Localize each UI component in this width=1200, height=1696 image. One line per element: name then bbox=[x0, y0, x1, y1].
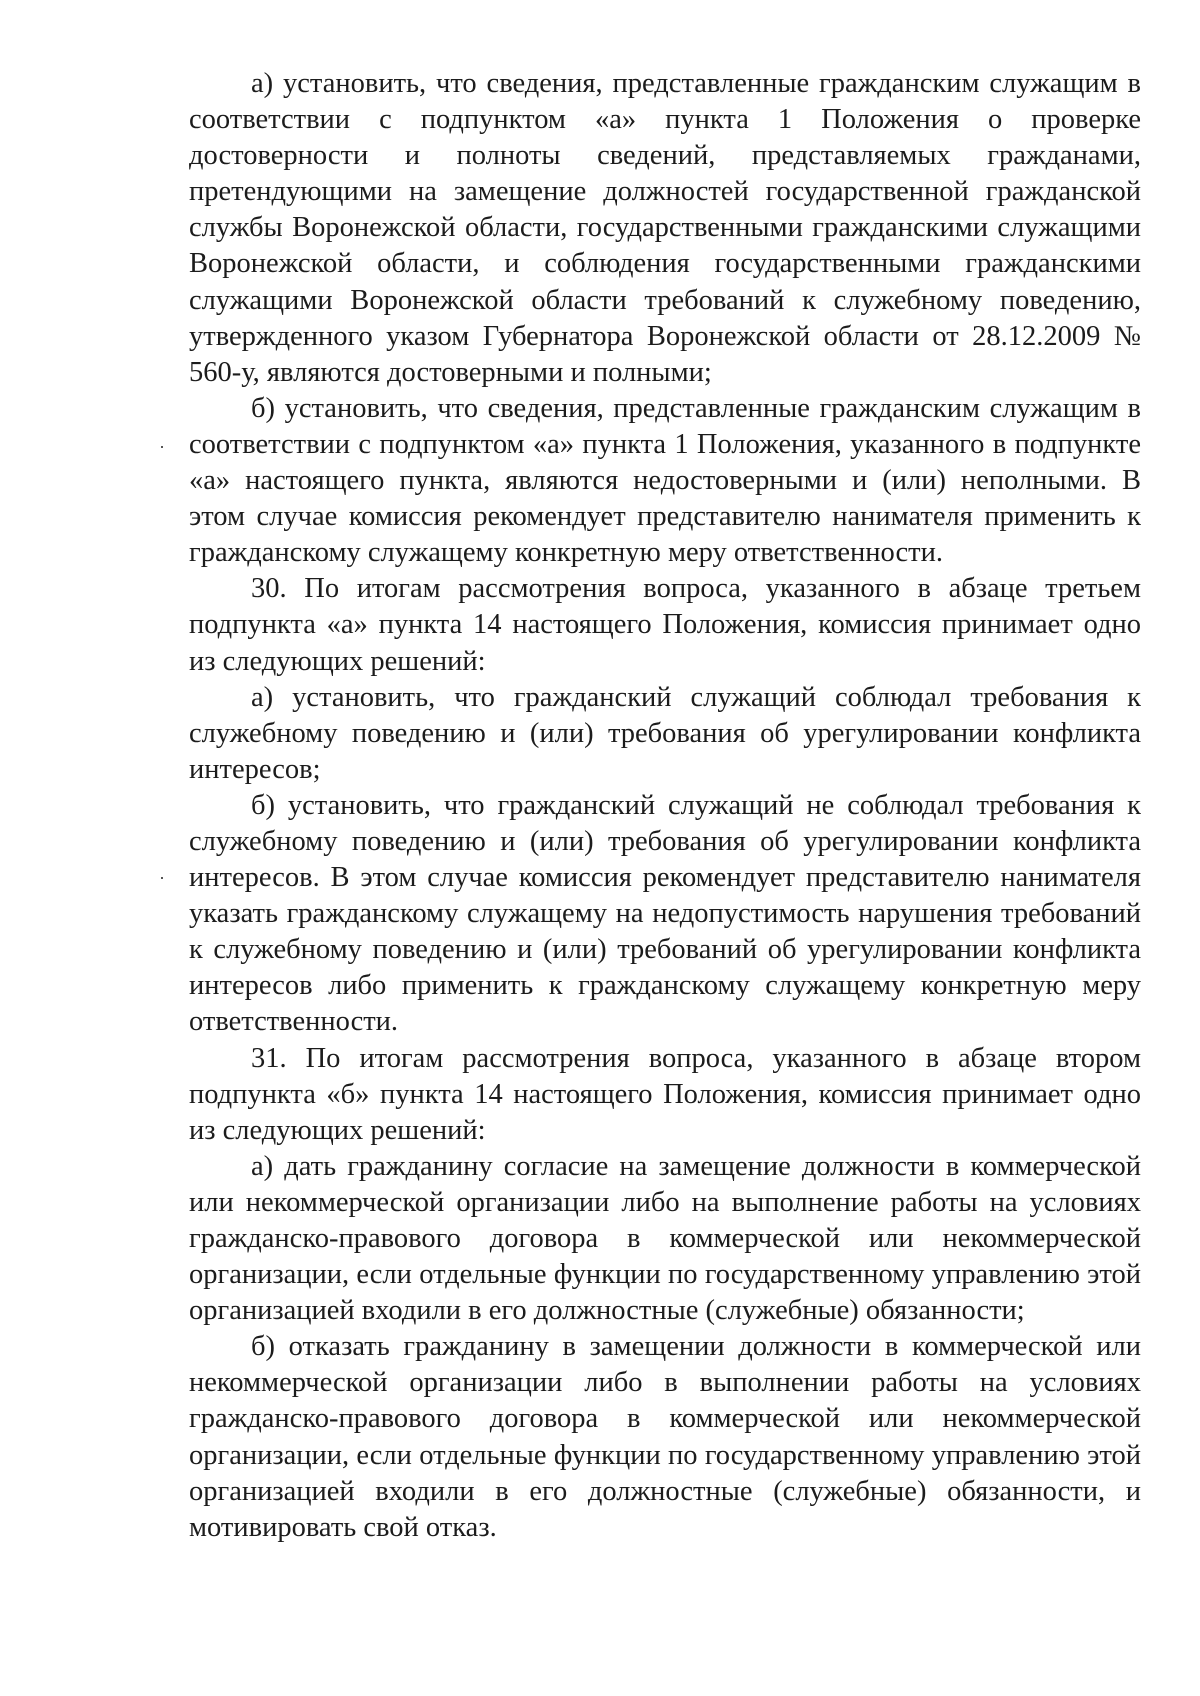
paragraph-29b: б) установить, что сведения, представленные гражданским служащим в соответствии с подпунктом «а» пункта 1 Положения, указанного в подпункте «а» настоящего пункта, являются недостоверными и (или) неполными. В этом случае комиссия рекомендует представителю нанимателя применить к гражданскому служащему конкретную меру ответственности. bbox=[189, 392, 1141, 569]
scan-speck bbox=[161, 877, 163, 879]
paragraph-29a: а) установить, что сведения, представленные гражданским служащим в соответствии с подпунктом «а» пункта 1 Положения о проверке достоверности и полноты сведений, представляемых гражданами, претендующими на замещение должностей государственной гражданской службы Воронежской области, государственными гражданскими служащими Воронежской области, и соблюдения государственными гражданскими служащими Воронежской области требований к служебному поведению, утвержденного указом Губернатора Воронежской области от 28.12.2009 № 560-у, являются достоверными и полными; bbox=[189, 68, 1141, 388]
paragraph-30: 30. По итогам рассмотрения вопроса, указанного в абзаце третьем подпункта «а» пункта 14 настоящего Положения, комиссия принимает одно из следующих решений: bbox=[189, 573, 1141, 677]
paragraph-31: 31. По итогам рассмотрения вопроса, указанного в абзаце втором подпункта «б» пункта 14 настоящего Положения, комиссия принимает одно из следующих решений: bbox=[189, 1042, 1141, 1146]
document-body bbox=[189, 66, 1141, 1546]
paragraph-31b: б) отказать гражданину в замещении должности в коммерческой или некоммерческой организации либо в выполнении работы на условиях гражданско-правового договора в коммерческой или некоммерческой организации, если отдельные функции по государственному управлению этой организацией входили в его должностные (служебные) обязанности, и мотивировать свой отказ. bbox=[189, 1331, 1141, 1543]
paragraph-31a: а) дать гражданину согласие на замещение должности в коммерческой или некоммерческой организации либо на выполнение работы на условиях гражданско-правового договора в коммерческой или некоммерческой организации, если отдельные функции по государственному управлению этой организацией входили в его должностные (служебные) обязанности; bbox=[189, 1150, 1141, 1327]
paragraph-30a: а) установить, что гражданский служащий соблюдал требования к служебному поведению и (или) требования об урегулировании конфликта интересов; bbox=[189, 681, 1141, 785]
paragraph-30b: б) установить, что гражданский служащий не соблюдал требования к служебному поведению и (или) требования об урегулировании конфликта интересов. В этом случае комиссия рекомендует представителю нанимателя указать гражданскому служащему на недопустимость нарушения требований к служебному поведению и (или) требований об урегулировании конфликта интересов либо применить к гражданскому служащему конкретную меру ответственности. bbox=[189, 789, 1141, 1038]
scan-speck bbox=[161, 446, 163, 448]
